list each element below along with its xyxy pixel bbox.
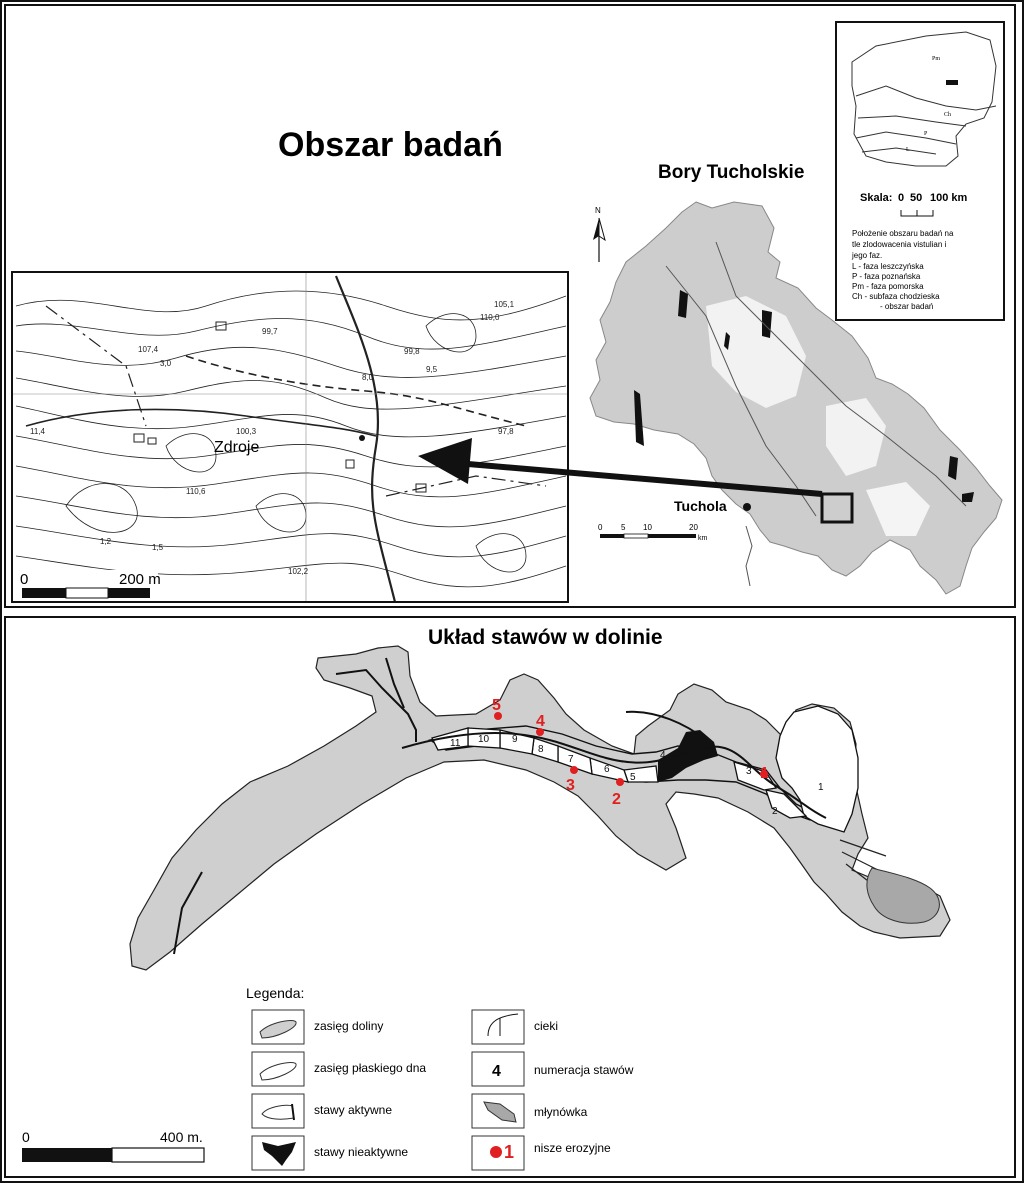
legend-niche-symbol bbox=[490, 1146, 502, 1158]
inset-scale-label: Skala: bbox=[860, 192, 893, 204]
spot-height: 100,3 bbox=[236, 427, 257, 436]
pond-number: 5 bbox=[630, 772, 636, 783]
spot-height: 105,1 bbox=[494, 300, 515, 309]
inset-caption-line-8: - obszar badań bbox=[880, 302, 934, 311]
legend-label: numeracja stawów bbox=[534, 1063, 634, 1077]
inset-scale-tick-50: 50 bbox=[910, 192, 923, 204]
valley-ponds-title: Układ stawów w dolinie bbox=[428, 626, 663, 649]
legend-heading: Legenda: bbox=[246, 985, 305, 1001]
inset-label-p: P bbox=[924, 131, 928, 137]
niche-number: 1 bbox=[760, 765, 769, 782]
region-river-3 bbox=[746, 526, 752, 586]
pond-number: 8 bbox=[538, 744, 544, 755]
niche-number: 3 bbox=[566, 777, 575, 794]
niche-number: 2 bbox=[612, 791, 621, 808]
study-area-svg bbox=[6, 6, 1014, 606]
pond-number: 11 bbox=[450, 738, 461, 749]
region-scale-tick-5: 5 bbox=[621, 523, 626, 532]
spot-height: 102,2 bbox=[288, 567, 309, 576]
legend-label: stawy nieaktywne bbox=[314, 1145, 409, 1159]
inset-label-l: L bbox=[906, 147, 910, 153]
detail-scale-seg-3 bbox=[108, 588, 150, 598]
detail-point-marker bbox=[359, 435, 365, 441]
spot-height: 97,8 bbox=[498, 427, 514, 436]
niche-marker bbox=[570, 766, 578, 774]
inset-caption-line-2: tle zlodowacenia vistulian i bbox=[852, 240, 947, 249]
niche-number: 4 bbox=[536, 713, 545, 730]
north-arrow-icon bbox=[593, 206, 605, 262]
inset-study-area-marker bbox=[946, 80, 958, 85]
legend-label: zasięg doliny bbox=[314, 1019, 384, 1033]
spot-height: 99,8 bbox=[404, 347, 420, 356]
region-scale-unit: km bbox=[698, 535, 708, 542]
valley-scale-end: 400 m. bbox=[160, 1129, 203, 1145]
niche-marker bbox=[616, 778, 624, 786]
inset-caption-line-6: Pm - faza pomorska bbox=[852, 282, 924, 291]
valley-scale-seg-1 bbox=[22, 1148, 112, 1162]
spot-height: 107,4 bbox=[138, 345, 159, 354]
region-scale-tick-0: 0 bbox=[598, 523, 603, 532]
inset-scale-tick-100: 100 km bbox=[930, 192, 968, 204]
legend-pond-number-symbol: 4 bbox=[492, 1063, 501, 1080]
pond-number: 6 bbox=[604, 764, 610, 775]
detail-place-label: Zdroje bbox=[214, 439, 260, 456]
region-title: Bory Tucholskie bbox=[658, 162, 805, 183]
legend-niche-number: 1 bbox=[504, 1142, 515, 1162]
pond-number: 3 bbox=[746, 766, 752, 777]
valley-ponds-svg bbox=[6, 618, 1014, 1176]
spot-height: 1,5 bbox=[152, 543, 164, 552]
legend-label: nisze erozyjne bbox=[534, 1141, 611, 1155]
tuchola-marker bbox=[743, 503, 751, 511]
detail-topo-map bbox=[12, 272, 568, 606]
inset-label-pm: Pm bbox=[932, 56, 941, 62]
pond-number: 1 bbox=[818, 782, 824, 793]
inset-caption-line-7: Ch - subfaza chodzieska bbox=[852, 292, 940, 301]
legend-label: zasięg płaskiego dna bbox=[314, 1061, 427, 1075]
pond-number: 2 bbox=[772, 806, 778, 817]
legend bbox=[246, 985, 634, 1170]
inset-map bbox=[836, 22, 1004, 320]
inset-caption-line-1: Położenie obszaru badań na bbox=[852, 229, 954, 238]
legend-swatch-box bbox=[472, 1010, 524, 1044]
spot-height: 110,6 bbox=[186, 487, 206, 496]
study-area-title: Obszar badań bbox=[278, 126, 503, 164]
detail-scale-seg-1 bbox=[22, 588, 66, 598]
study-area-panel bbox=[4, 4, 1016, 608]
pond-number: 4 bbox=[660, 750, 666, 761]
pond-number: 7 bbox=[568, 754, 574, 765]
inset-caption-line-5: P - faza poznańska bbox=[852, 272, 921, 281]
detail-scale-start: 0 bbox=[20, 571, 29, 588]
spot-height: 8,0 bbox=[362, 373, 374, 382]
region-scale-tick-20: 20 bbox=[689, 523, 698, 532]
spot-height: 110,0 bbox=[480, 313, 500, 322]
inset-caption-line-4: L - faza leszczyńska bbox=[852, 262, 924, 271]
inset-label-ch: Ch bbox=[944, 112, 952, 118]
region-scale-tick-10: 10 bbox=[643, 523, 652, 532]
valley-scale-seg-2 bbox=[112, 1148, 204, 1162]
spot-height: 9,5 bbox=[426, 365, 438, 374]
detail-scale-seg-2 bbox=[66, 588, 108, 598]
inset-scale-tick-0: 0 bbox=[898, 192, 905, 204]
north-label: N bbox=[595, 206, 601, 215]
detail-scale-end: 200 m bbox=[119, 571, 161, 588]
legend-label: cieki bbox=[534, 1019, 559, 1033]
spot-height: 11,4 bbox=[30, 427, 45, 436]
valley-ponds-panel bbox=[4, 616, 1016, 1178]
region-scale-bar bbox=[598, 523, 708, 542]
spot-height: 3,0 bbox=[160, 359, 172, 368]
valley-scale-start: 0 bbox=[22, 1129, 30, 1145]
inset-caption-line-3: jego faz. bbox=[852, 251, 883, 260]
valley-scale-bar bbox=[22, 1129, 204, 1162]
legend-label: młynówka bbox=[534, 1105, 588, 1119]
pond-number: 10 bbox=[478, 734, 490, 745]
tuchola-label: Tuchola bbox=[674, 498, 727, 514]
spot-height: 1,2 bbox=[100, 537, 112, 546]
legend-label: stawy aktywne bbox=[314, 1103, 393, 1117]
pond-number: 9 bbox=[512, 734, 518, 745]
niche-number: 5 bbox=[492, 697, 501, 714]
spot-height: 99,7 bbox=[262, 327, 278, 336]
